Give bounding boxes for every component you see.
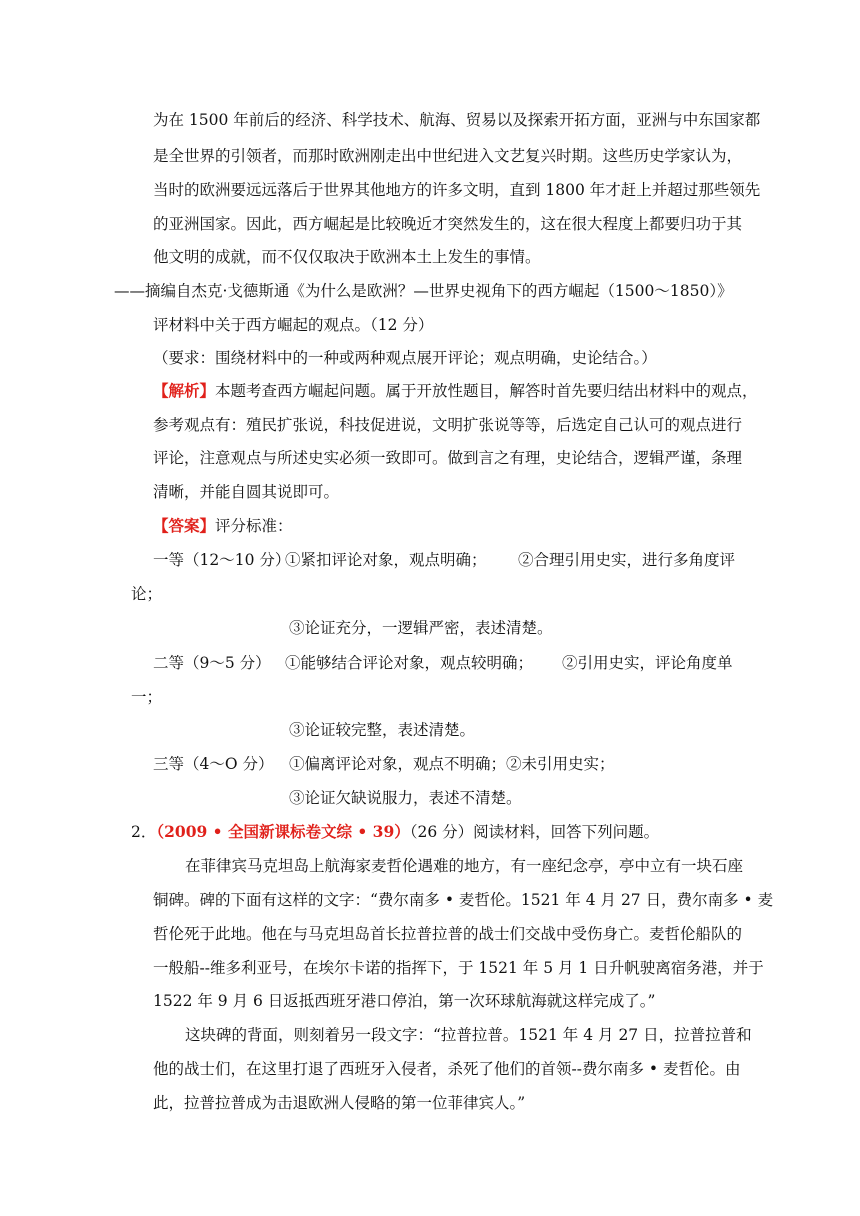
question2-heading (131, 821, 659, 843)
grade3-criterion-c: ③论证欠缺说服力，表述不清楚。 (289, 789, 522, 807)
grade1-criterion-a: ①紧扣评论对象，观点明确； (285, 551, 487, 569)
grade2-wrap: 一； (131, 688, 163, 706)
paragraph-line: 的亚洲国家。因此，西方崛起是比较晚近才突然发生的，这在很大程度上都要归功于其 (153, 215, 743, 233)
grade1-wrap: 论； (131, 585, 163, 603)
grade2-criterion-c: ③论证较完整，表述清楚。 (289, 721, 476, 739)
grade2-label: 二等（9～5 分） (153, 654, 271, 672)
question2-instruction: （26 分）阅读材料，回答下列问题。 (409, 823, 660, 841)
grade1-label: 一等（12～10 分） (153, 551, 291, 569)
question2-source: （2009 • 全国新课标卷文综 • 39） (156, 822, 410, 841)
paragraph-line: 1522 年 9 月 6 日返抵西班牙港口停泊，第一次环球航海就这样完成了。” (153, 992, 656, 1010)
grade3-criterion-a: ①偏离评论对象，观点不明确；②未引用史实； (289, 755, 615, 773)
paragraph-line: 是全世界的引领者，而那时欧洲刚走出中世纪进入文艺复兴时期。这些历史学家认为， (153, 147, 743, 165)
paragraph-line: 他的战士们，在这里打退了西班牙入侵者，杀死了他们的首领--费尔南多 • 麦哲伦。由 (153, 1060, 741, 1078)
analysis-first-line (153, 380, 758, 402)
analysis-line: 清晰，并能自圆其说即可。 (153, 483, 340, 501)
paragraph-line: 在菲律宾马克坦岛上航海家麦哲伦遇难的地方，有一座纪念亭，亭中立有一块石座 (185, 857, 744, 875)
paragraph-line: 此，拉普拉普成为击退欧洲人侵略的第一位菲律宾人。” (153, 1094, 526, 1112)
paragraph-line: 哲伦死于此地。他在与马克坦岛首长拉普拉普的战士们交战中受伤身亡。麦哲伦船队的 (153, 925, 743, 943)
answer-tag: 【答案】 (153, 516, 216, 535)
paragraph-line: 这块碑的背面，则刻着另一段文字：“拉普拉普。1521 年 4 月 27 日，拉普拉普和 (185, 1026, 752, 1044)
analysis-tag: 【解析】 (153, 381, 216, 400)
paragraph-line: 他文明的成就，而不仅仅取决于欧洲本土上发生的事情。 (153, 248, 541, 266)
grade1-criterion-b: ②合理引用史实，进行多角度评 (518, 551, 736, 569)
question2-number: 2． (131, 823, 157, 841)
grade1-criterion-c: ③论证充分，一逻辑严密，表述清楚。 (289, 619, 553, 637)
analysis-line: 评论，注意观点与所述史实必须一致即可。做到言之有理，史论结合，逻辑严谨，条理 (153, 449, 743, 467)
paragraph-line: 铜碑。碑的下面有这样的文字：“费尔南多 • 麦哲伦。1521 年 4 月 27 日，费尔南多 • 麦 (153, 891, 774, 909)
source-citation: ——摘编自杰克·戈德斯通《为什么是欧洲？—世界史视角下的西方崛起（1500～1850）》 (114, 282, 733, 300)
paragraph-line: 当时的欧洲要远远落后于世界其他地方的许多文明，直到 1800 年才赶上并超过那些领先 (153, 181, 761, 199)
answer-text: 评分标准： (215, 517, 293, 535)
paragraph-line: 一般船--维多利亚号，在埃尔卡诺的指挥下，于 1521 年 5 月 1 日升帆驶离宿务港，并于 (153, 959, 764, 977)
analysis-text: 本题考查西方崛起问题。属于开放性题目，解答时首先要归结出材料中的观点， (215, 382, 758, 400)
grade2-criterion-b: ②引用史实，评论角度单 (562, 654, 733, 672)
requirement-text: （要求：围绕材料中的一种或两种观点展开评论；观点明确，史论结合。） (153, 349, 657, 367)
analysis-line: 参考观点有：殖民扩张说，科技促进说，文明扩张说等等，后选定自己认可的观点进行 (153, 416, 743, 434)
grade2-criterion-a: ①能够结合评论对象，观点较明确； (285, 654, 534, 672)
answer-line (153, 515, 293, 537)
grade3-label: 三等（4～O 分） (153, 755, 274, 773)
paragraph-line: 为在 1500 年前后的经济、科学技术、航海、贸易以及探索开拓方面，亚洲与中东国家都 (153, 111, 761, 129)
question-text: 评材料中关于西方崛起的观点。（12 分） (153, 316, 434, 334)
